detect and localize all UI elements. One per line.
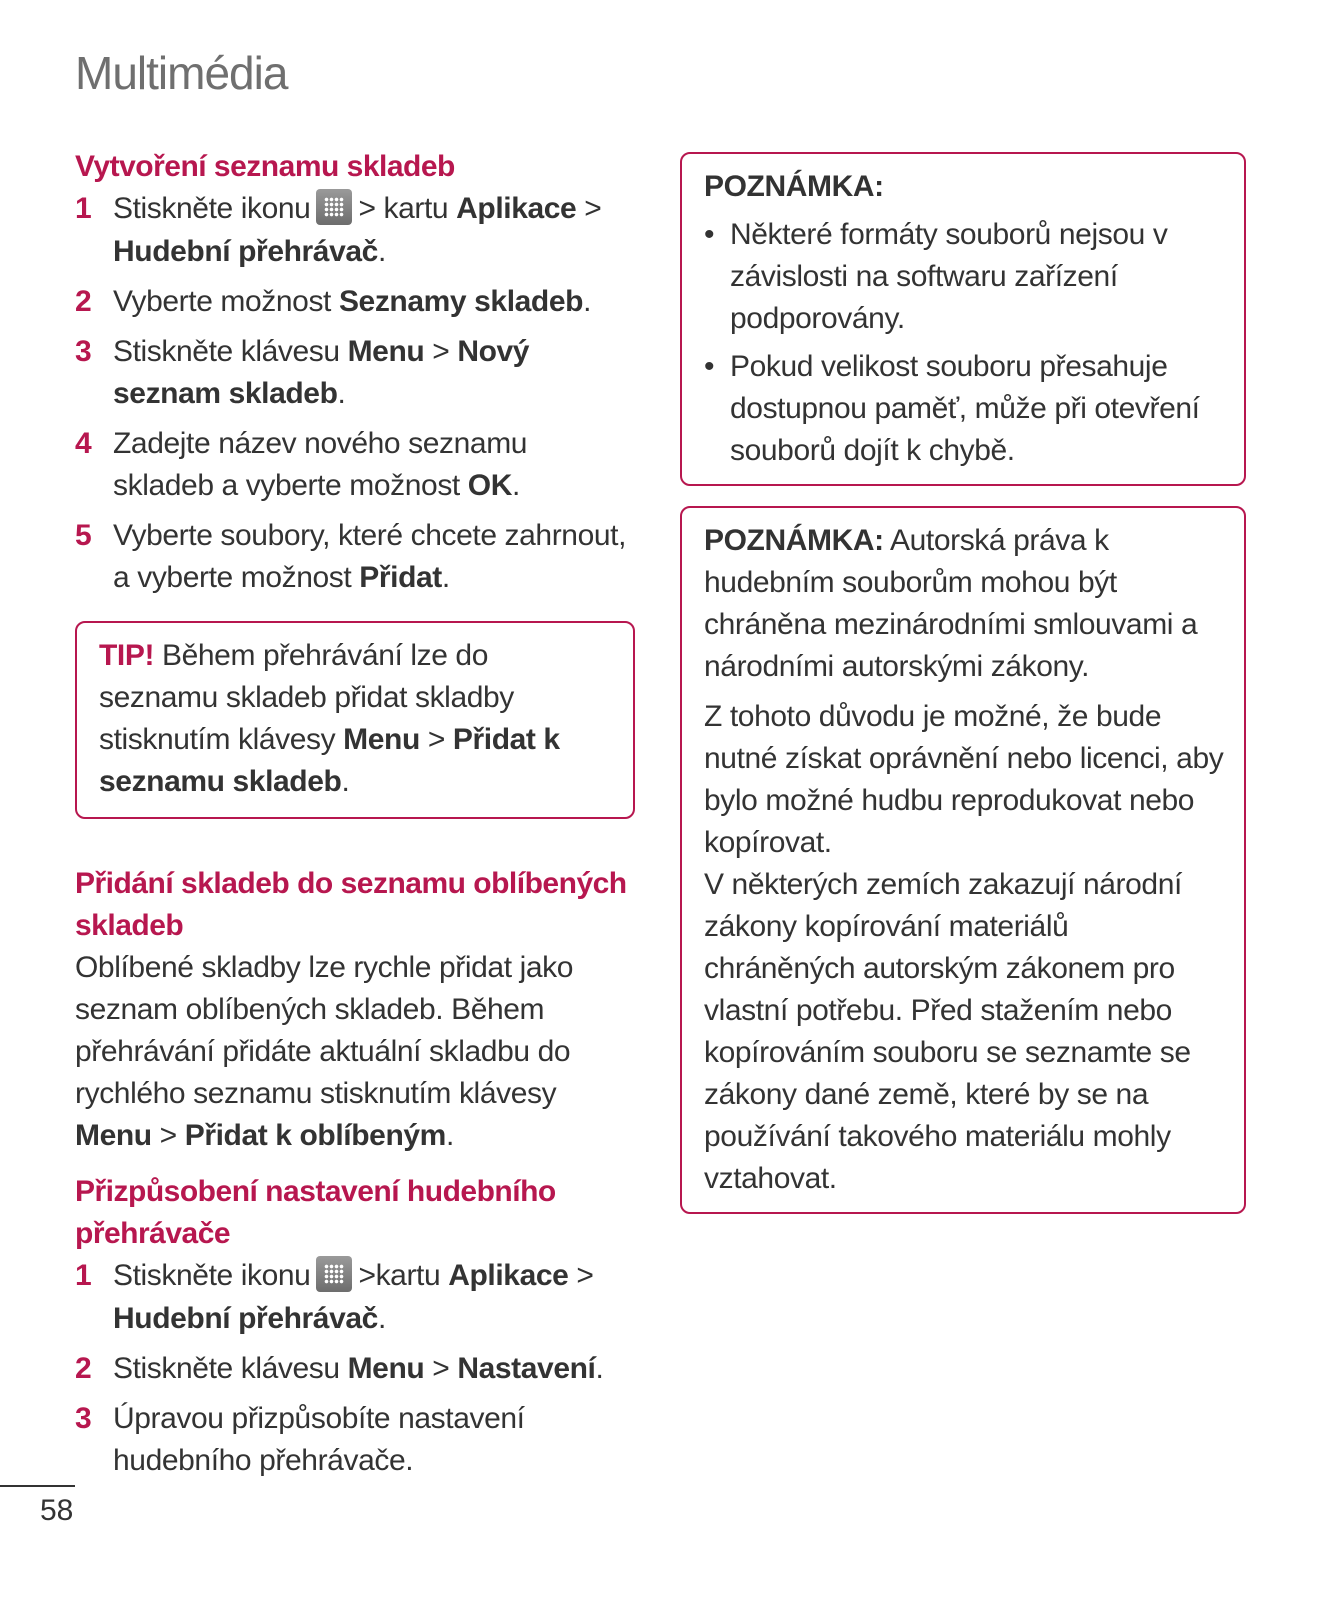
note-bullet xyxy=(704,346,1224,472)
step-number: 5 xyxy=(75,519,92,553)
apps-grid-icon xyxy=(316,189,352,225)
step-text: Stiskněte ikonu > kartu Aplikace > Hudební přehrávač. xyxy=(113,188,635,273)
step-item xyxy=(75,423,635,507)
step-text: Stiskněte klávesu Menu > Nastavení. xyxy=(113,1352,604,1386)
step-number: 2 xyxy=(75,1352,92,1386)
step-number: 1 xyxy=(75,192,92,225)
bullet-text: Některé formáty souborů nejsou v závislosti na softwaru zařízení podporovány. xyxy=(730,218,1168,335)
favorites-paragraph: Oblíbené skladby lze rychle přidat jako seznam oblíbených skladeb. Během přehrávání přidáte aktuální skladbu do rychlého seznamu stisknutím klávesy Menu > Přidat k oblíbeným. xyxy=(75,951,574,1153)
section-heading-add-favorites: Přidání skladeb do seznamu oblíbených skladeb xyxy=(75,867,627,943)
step-item xyxy=(75,331,635,415)
step-text: Vyberte možnost Seznamy skladeb. xyxy=(113,285,591,319)
step-item xyxy=(75,515,635,599)
left-column xyxy=(75,146,635,1490)
step-text: Stiskněte ikonu >kartu Aplikace > Hudební přehrávač. xyxy=(113,1255,635,1340)
page-title: Multimédia xyxy=(75,47,288,99)
step-text: Úpravou přizpůsobíte nastavení hudebního přehrávače. xyxy=(113,1402,525,1478)
note-bullet xyxy=(704,214,1224,340)
tip-label: TIP! xyxy=(99,639,155,673)
create-playlist-steps xyxy=(75,188,635,599)
bullet-dot: • xyxy=(704,350,715,383)
step-number: 3 xyxy=(75,1402,92,1436)
step-text: Stiskněte klávesu Menu > Nový seznam skladeb. xyxy=(113,335,530,411)
apps-grid-icon xyxy=(316,1256,352,1292)
bullet-dot: • xyxy=(704,218,715,251)
step-number: 2 xyxy=(75,285,92,319)
copyright-paragraph: V některých zemích zakazují národní zákony kopírování materiálů chráněných autorským zákonem pro vlastní potřebu. Před stažením nebo kopírováním souboru se seznamte se zákony dané země, které by se na používání takového materiálu mohly vztahovat. xyxy=(704,868,1191,1195)
copyright-intro: POZNÁMKA: Autorská práva k hudebním souborům mohou být chráněna mezinárodními smlouvami a národními autorskými zákony. xyxy=(704,524,1198,683)
step-item xyxy=(75,1348,635,1390)
step-item xyxy=(75,188,635,273)
step-text: Zadejte název nového seznamu skladeb a vyberte možnost OK. xyxy=(113,427,528,503)
step-item xyxy=(75,281,635,323)
footer-divider xyxy=(0,1485,75,1487)
section-heading-customize-player: Přizpůsobení nastavení hudebního přehrávače xyxy=(75,1175,556,1251)
note-box-copyright xyxy=(680,506,1246,1214)
note-title: POZNÁMKA: xyxy=(704,524,884,557)
step-item xyxy=(75,1255,635,1340)
step-number: 1 xyxy=(75,1259,92,1293)
step-number: 4 xyxy=(75,427,92,461)
right-column xyxy=(680,152,1246,1214)
step-number: 3 xyxy=(75,335,92,369)
step-text: Vyberte soubory, které chcete zahrnout, a vyberte možnost Přidat. xyxy=(113,519,627,595)
page-number: 58 xyxy=(40,1494,74,1527)
copyright-paragraph: Z tohoto důvodu je možné, že bude nutné získat oprávnění nebo licenci, aby bylo možné hudbu reprodukovat nebo kopírovat. xyxy=(704,700,1224,859)
tip-text: Během přehrávání lze do seznamu skladeb přidat skladby stisknutím klávesy xyxy=(99,639,514,757)
customize-player-steps xyxy=(75,1255,635,1482)
bullet-text: Pokud velikost souboru přesahuje dostupnou paměť, může při otevření souborů dojít k chybě. xyxy=(730,350,1200,467)
note-title: POZNÁMKA: xyxy=(704,170,884,203)
section-heading-create-playlist: Vytvoření seznamu skladeb xyxy=(75,150,455,183)
note-box-formats xyxy=(680,152,1246,486)
tip-box: TIP! Během přehrávání lze do seznamu skladeb přidat skladby stisknutím klávesy Menu > Přidat k seznamu skladeb. xyxy=(75,621,635,819)
step-item xyxy=(75,1398,635,1482)
